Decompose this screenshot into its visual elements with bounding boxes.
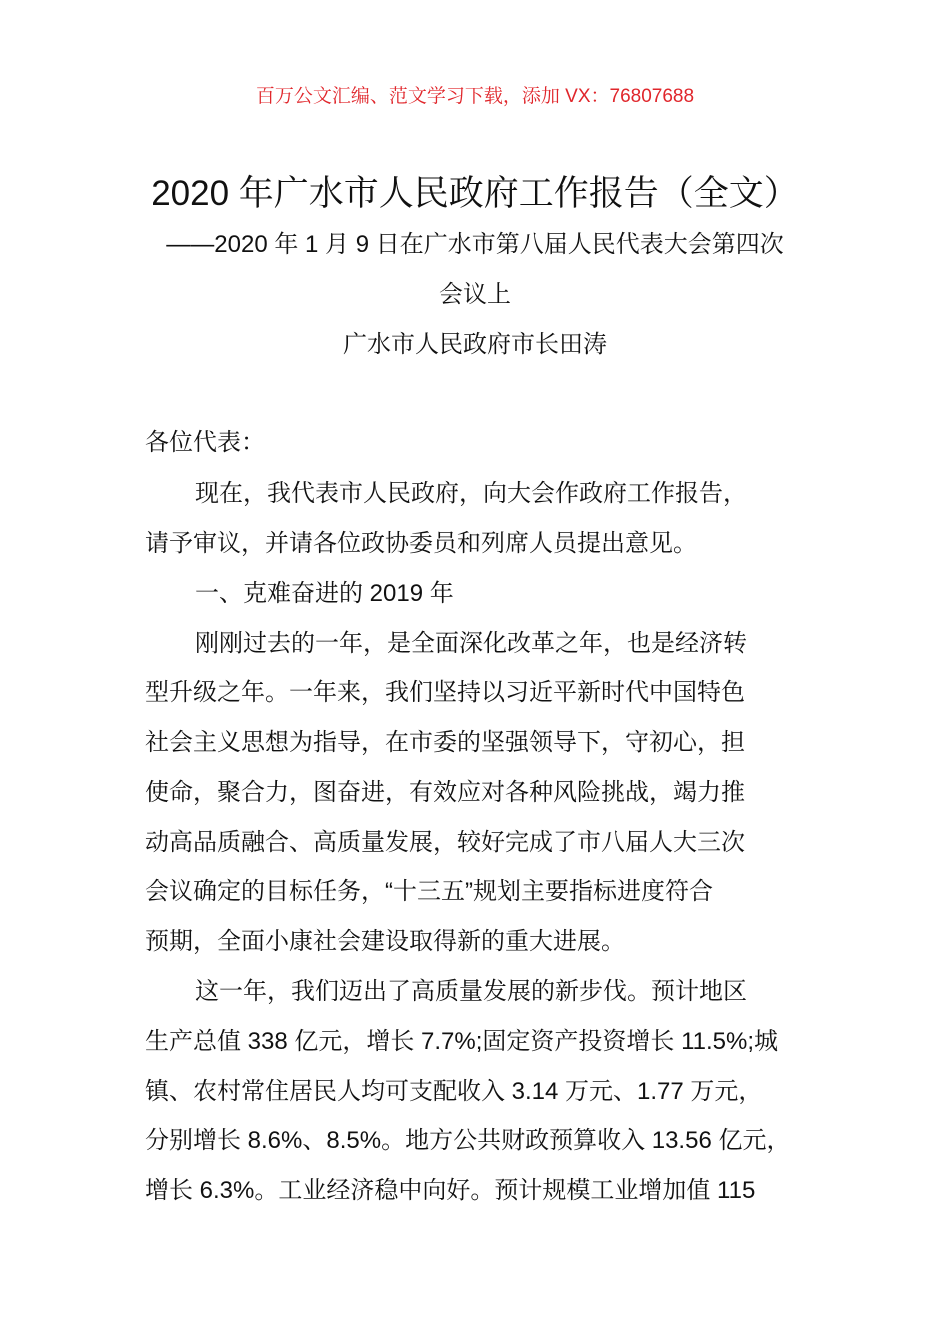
paragraph-line: 增长 6.3%。工业经济稳中向好。预计规模工业增加值 115	[145, 1177, 756, 1204]
paragraph-line: 型升级之年。一年来，我们坚持以习近平新时代中国特色	[145, 679, 745, 706]
paragraph-line: 这一年，我们迈出了高质量发展的新步伐。预计地区	[195, 978, 747, 1005]
paragraph-line: 分别增长 8.6%、8.5%。地方公共财政预算收入 13.56 亿元，	[145, 1127, 791, 1154]
watermark-banner: 百万公文汇编、范文学习下载，添加 VX：76807688	[255, 86, 695, 107]
paragraph-line: 社会主义思想为指导，在市委的坚强领导下，守初心，担	[145, 729, 745, 756]
paragraph-line: 刚刚过去的一年，是全面深化改革之年，也是经济转	[195, 630, 747, 657]
subtitle-line-2: 会议上	[439, 281, 511, 308]
paragraph-line: 现在，我代表市人民政府，向大会作政府工作报告，	[195, 480, 747, 507]
page-title: 2020 年广水市人民政府工作报告（全文）	[151, 174, 799, 213]
author-line: 广水市人民政府市长田涛	[343, 331, 607, 358]
section-heading: 一、克难奋进的 2019 年	[195, 580, 454, 607]
subtitle-line-1: ——2020 年 1 月 9 日在广水市第八届人民代表大会第四次	[166, 231, 784, 258]
paragraph-line: 使命，聚合力，图奋进，有效应对各种风险挑战，竭力推	[145, 779, 745, 806]
paragraph-line: 镇、农村常住居民人均可支配收入 3.14 万元、1.77 万元，	[145, 1078, 763, 1105]
paragraph-line: 动高品质融合、高质量发展，较好完成了市八届人大三次	[145, 829, 745, 856]
paragraph-line: 请予审议，并请各位政协委员和列席人员提出意见。	[145, 530, 697, 557]
paragraph-line: 生产总值 338 亿元，增长 7.7%;固定资产投资增长 11.5%;城	[145, 1028, 779, 1055]
paragraph-line: 预期，全面小康社会建设取得新的重大进展。	[145, 928, 625, 955]
paragraph-line: 会议确定的目标任务，“十三五”规划主要指标进度符合	[145, 878, 713, 905]
salutation: 各位代表：	[145, 429, 265, 456]
